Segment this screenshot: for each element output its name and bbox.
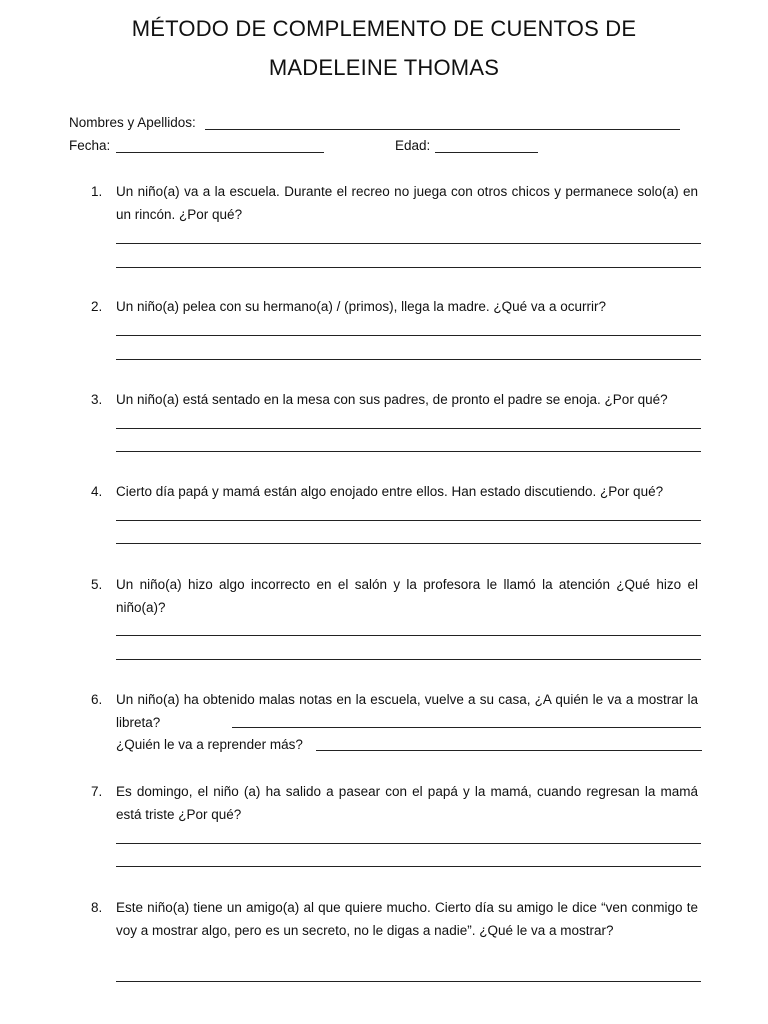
question-text: Un niño(a) va a la escuela. Durante el recreo no juega con otros chicos y permanece solo(a) en un rincón. ¿Por qué?: [116, 184, 698, 222]
question-text: Un niño(a) ha obtenido malas notas en la escuela, vuelve a su casa, ¿A quién le va a mostrar la libreta?: [116, 692, 698, 730]
question-text: Un niño(a) pelea con su hermano(a) / (primos), llega la madre. ¿Qué va a ocurrir?: [116, 299, 606, 314]
age-field-line[interactable]: [435, 152, 538, 153]
answer-line[interactable]: [116, 866, 701, 867]
answer-line[interactable]: [232, 727, 701, 728]
age-label: Edad:: [395, 138, 431, 153]
question-number: 4.: [91, 484, 103, 499]
question-number: 1.: [91, 184, 103, 199]
answer-line[interactable]: [116, 635, 701, 636]
question-number: 6.: [91, 692, 103, 707]
answer-line[interactable]: [116, 520, 701, 521]
answer-line[interactable]: [116, 451, 701, 452]
date-field-line[interactable]: [116, 152, 324, 153]
question-text: Cierto día papá y mamá están algo enojado entre ellos. Han estado discutiendo. ¿Por qué?: [116, 484, 664, 499]
question-text: Este niño(a) tiene un amigo(a) al que quiere mucho. Cierto día su amigo le dice “ven conmigo te voy a mostrar algo, pero es un secreto, no le digas a nadie”. ¿Qué le va a mostrar?: [116, 900, 698, 938]
question-number: 8.: [91, 900, 103, 915]
answer-line[interactable]: [116, 659, 701, 660]
name-field-line[interactable]: [205, 129, 680, 130]
question-text: Es domingo, el niño (a) ha salido a pasear con el papá y la mamá, cuando regresan la mamá está triste ¿Por qué?: [116, 784, 698, 822]
answer-line[interactable]: [116, 335, 701, 336]
document-title-line-1: MÉTODO DE COMPLEMENTO DE CUENTOS DE: [131, 16, 637, 41]
question-text: Un niño(a) hizo algo incorrecto en el salón y la profesora le llamó la atención ¿Qué hizo el niño(a)?: [116, 577, 698, 615]
answer-line[interactable]: [116, 267, 701, 268]
question-number: 3.: [91, 392, 103, 407]
sub-question-text: ¿Quién le va a reprender más?: [116, 737, 303, 752]
question-number: 7.: [91, 784, 103, 799]
question-text: Un niño(a) está sentado en la mesa con sus padres, de pronto el padre se enoja. ¿Por qué?: [116, 392, 668, 407]
question-number: 2.: [91, 299, 103, 314]
answer-line[interactable]: [116, 981, 701, 982]
date-label: Fecha:: [69, 138, 111, 153]
answer-line[interactable]: [116, 543, 701, 544]
answer-line[interactable]: [116, 359, 701, 360]
document-title-line-2: MADELEINE THOMAS: [268, 55, 500, 80]
answer-line[interactable]: [316, 750, 702, 751]
answer-line[interactable]: [116, 428, 701, 429]
question-number: 5.: [91, 577, 103, 592]
name-label: Nombres y Apellidos:: [69, 115, 196, 130]
answer-line[interactable]: [116, 843, 701, 844]
answer-line[interactable]: [116, 243, 701, 244]
